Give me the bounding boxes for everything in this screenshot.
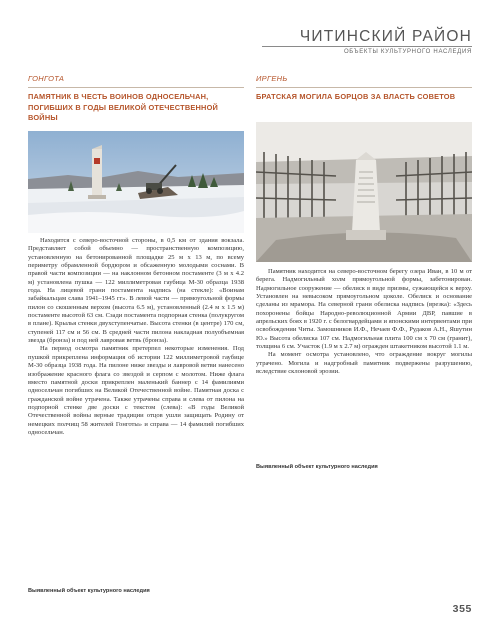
right-paragraph-2: На момент осмотра установлено, что ограждение вокруг могилы утрачено. Могила и надгробный памятник подвержены разрушению, вследствие склоновой эрозии.: [256, 351, 472, 376]
page-header-subtitle: ОБЪЕКТЫ КУЛЬТУРНОГО НАСЛЕДИЯ: [343, 49, 472, 55]
right-article-heading: [256, 74, 472, 103]
right-place-name: ИРГЕНЬ: [256, 74, 288, 83]
left-heritage-status: Выявленный объект культурного наследия: [28, 588, 150, 594]
left-place-name: ГОНГОТА: [28, 74, 65, 83]
left-article-heading: [28, 74, 244, 124]
left-paragraph-1: Находится с северо-восточной стороны, в 0,5 км от здания вокзала. Представляет собой объемно — пространственную композицию, установленную на бетонированной площадке 25 м х 13 м, по всему периметру обрамленной бордюром и обсаженную молодыми соснами. В правой части композиции — на наклонном бетонном постаменте (3 м х 4.2 м) установлена пушка — 122 миллиметровая гаубица М-30 образца 1938 года. На лицевой грани постамента надпись (на стекле): «Воинам забайкальцам слава 1941–1945 гг». В левой части — прямоугольной формы пилон со скошенным верхом (высота 6.5 м), установленный (2.4 м х 1.5 м) постаменте высотой 63 см. Сзади постамента подпорная стенка (полукругом в плане). Крылья стенки двухступенчатые. Высота стенки (в центре) 170 см, ступеней 117 см и 56 см. В средней части пилона накладная полуобъемная звезда (бронза) и под ней лавровая ветвь (бронза).: [28, 237, 244, 345]
page-header-title: ЧИТИНСКИЙ РАЙОН: [299, 28, 472, 45]
left-article-body: [28, 237, 244, 437]
page-number: 355: [452, 603, 472, 615]
monument-photo: [28, 131, 244, 233]
right-paragraph-1: Памятник находится на северо-восточном берегу озера Иван, в 10 м от берега. Надмогильный холм прямоугольной формы, забетонирован. Надмогильное сооружение — обелиск в виде призмы, сужающейся к верху. Установлен на невысоком прямоугольном цоколе. Обелиск и основание сделаны из мрамора. На северной грани обелиска надпись (врезка): «Здесь похоронены бойцы Народно-революционной Армии ДВР, павшие в апрельских боях в 1920 г. с белогвардейцами и японскими интервентами при освобождении Читы. Замошников И.Ф., Нечаев Ф.Ф., Рудаков А.Н., Яшутин Ю.» Высота обелиска 107 см. Надмогильная плита 100 см х 70 см (гранит), толщина 6 см. Участок (1.9 м х 2.7 м) огражден штакетником высотой 1.1 м.: [256, 268, 472, 351]
right-heritage-status: Выявленный объект культурного наследия: [256, 464, 378, 470]
left-article-title: ПАМЯТНИК В ЧЕСТЬ ВОИНОВ ОДНОСЕЛЬЧАН, ПОГИБШИХ В ГОДЫ ВЕЛИКОЙ ОТЕЧЕСТВЕННОЙ ВОЙНЫ: [28, 92, 219, 122]
left-divider: [28, 87, 244, 88]
right-article-body: [256, 268, 472, 376]
right-article-title: БРАТСКАЯ МОГИЛА БОРЦОВ ЗА ВЛАСТЬ СОВЕТОВ: [256, 92, 456, 101]
right-divider: [256, 87, 472, 88]
left-paragraph-2: На период осмотра памятник претерпел некоторые изменения. Под пушкой прикреплена информация об истории 122 миллиметровой гаубице М-30 образца 1938 года. На пилоне ниже звезды и лавровой ветви нанесено изображение красного флага со звездой и серпом с молотом. Ниже флага вместо памятной доски прикреплен маленький баннер с 14 фамилиями односельчан погибших на Великой Отечественной войне. Памятная доска с гражданской войне утрачена. Также утрачены справа и слева от пилона на подпорной стенке две доски с текстом (слева): «В годы Великой Отечественной войны верные традиции отцов ушли защищать Родину от немецких полчищ 58 жителей Гонготы» и справа — 14 фамилий погибших односельчан.: [28, 345, 244, 436]
header-rule: [262, 46, 472, 47]
grave-photo: [256, 122, 472, 262]
